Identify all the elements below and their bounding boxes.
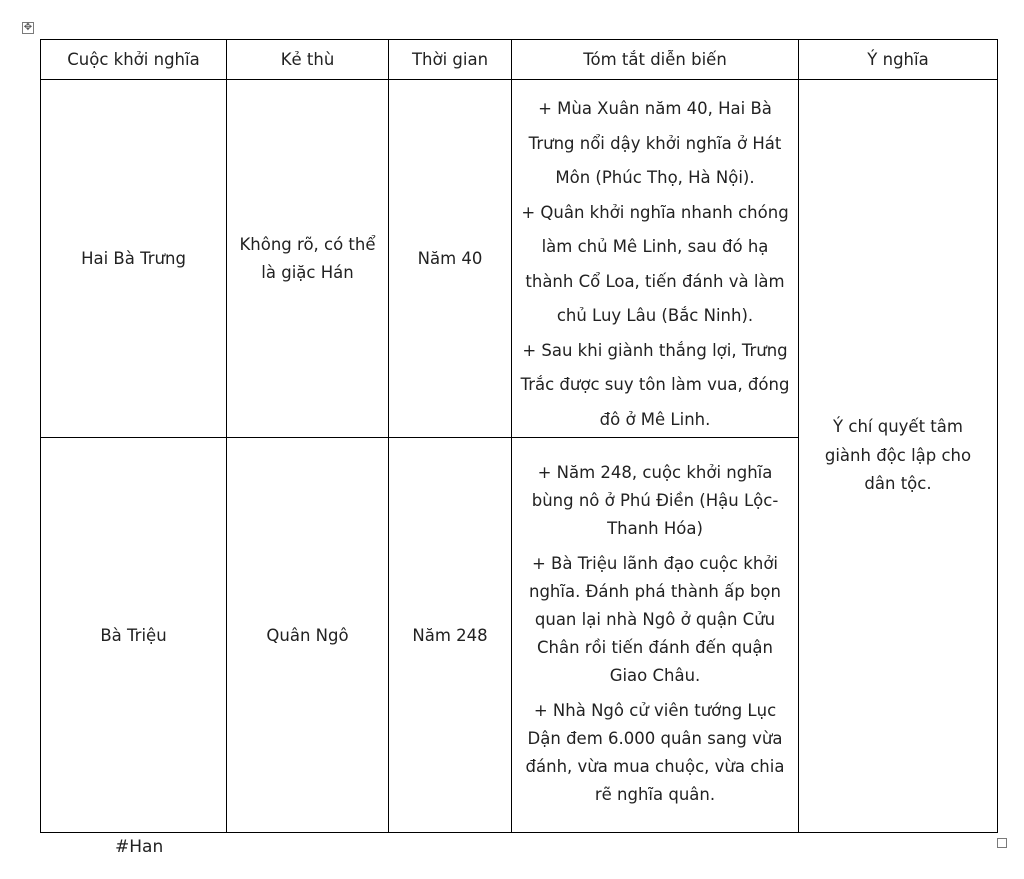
header-enemy: Kẻ thù <box>227 40 389 80</box>
summary-item: + Nhà Ngô cử viên tướng Lục Dận đem 6.000 quân sang vừa đánh, vừa mua chuộc, vừa chia rẽ nghĩa quân. <box>525 701 785 804</box>
table-resize-handle-icon[interactable] <box>997 838 1007 848</box>
cell-time: Năm 40 <box>389 80 512 438</box>
summary-item: + Mùa Xuân năm 40, Hai Bà Trưng nổi dậy khởi nghĩa ở Hát Môn (Phúc Thọ, Hà Nội). <box>528 99 782 187</box>
cell-summary <box>512 80 799 438</box>
cell-meaning <box>799 80 998 833</box>
table-row <box>41 80 998 438</box>
enemy-text: Không rõ, có thể là giặc Hán <box>239 234 376 282</box>
header-uprising: Cuộc khởi nghĩa <box>41 40 227 80</box>
table-header-row <box>41 40 998 80</box>
summary-item: + Bà Triệu lãnh đạo cuộc khởi nghĩa. Đánh phá thành ấp bọn quan lại nhà Ngô ở quận Cửu Chân rồi tiến đánh đến quận Giao Châu. <box>529 554 781 685</box>
header-time: Thời gian <box>389 40 512 80</box>
table-move-handle-icon[interactable]: ✥ <box>23 22 33 33</box>
summary-item: + Năm 248, cuộc khởi nghĩa bùng nô ở Phú Điền (Hậu Lộc-Thanh Hóa) <box>531 463 779 538</box>
meaning-text: Ý chí quyết tâm giành độc lập cho dân tộc. <box>824 417 972 494</box>
summary-item: + Quân khởi nghĩa nhanh chóng làm chủ Mê Linh, sau đó hạ thành Cổ Loa, tiến đánh và làm chủ Luy Lâu (Bắc Ninh). <box>521 202 789 325</box>
footer-hashtag: #Han <box>115 837 164 857</box>
cell-enemy <box>227 80 389 438</box>
summary-item: + Sau khi giành thắng lợi, Trưng Trắc được suy tôn làm vua, đóng đô ở Mê Linh. <box>520 340 790 429</box>
cell-summary <box>512 438 799 833</box>
history-table <box>40 39 998 833</box>
cell-time: Năm 248 <box>389 438 512 833</box>
header-meaning: Ý nghĩa <box>799 40 998 80</box>
cell-enemy: Quân Ngô <box>227 438 389 833</box>
cell-uprising: Bà Triệu <box>41 438 227 833</box>
cell-uprising: Hai Bà Trưng <box>41 80 227 438</box>
header-summary: Tóm tắt diễn biến <box>512 40 799 80</box>
